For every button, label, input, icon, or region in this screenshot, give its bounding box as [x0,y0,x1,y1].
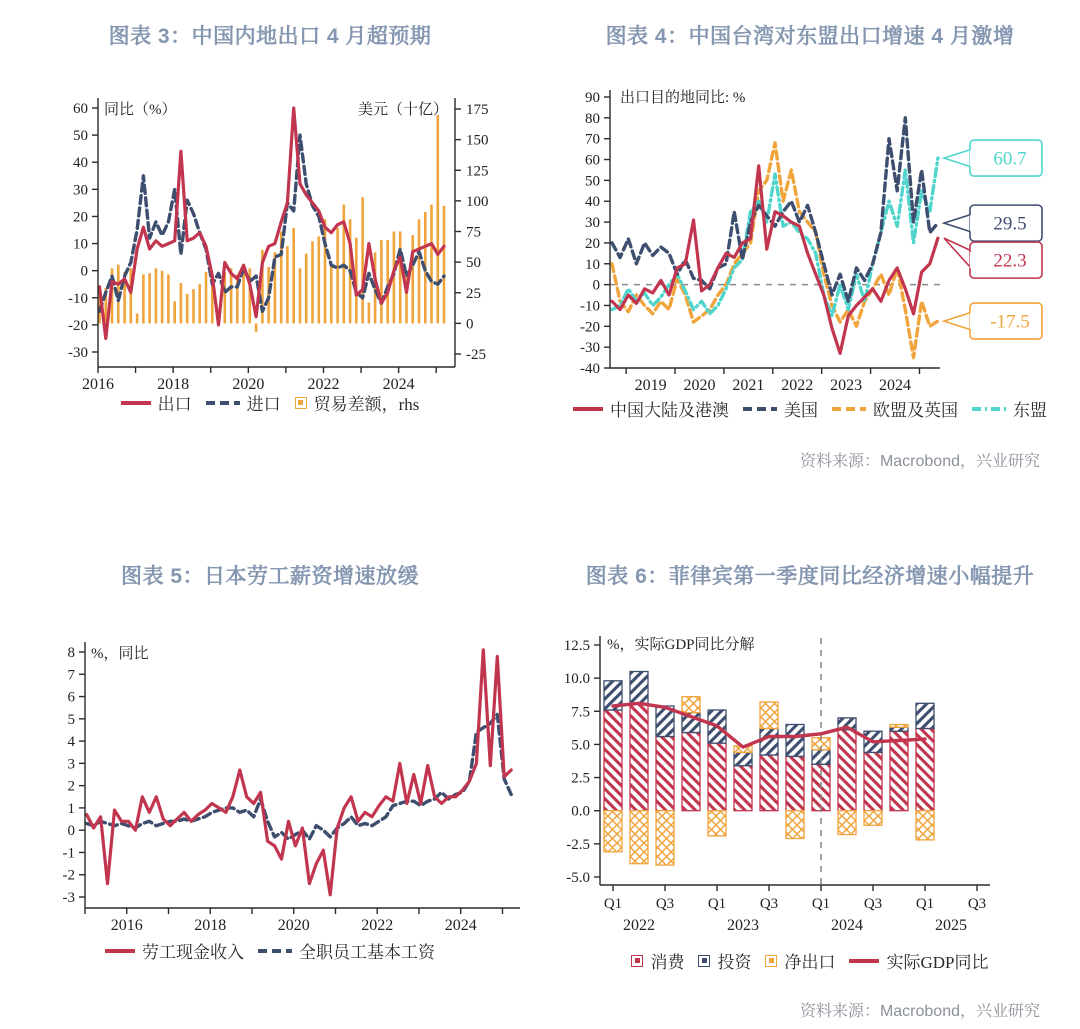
legend-label: 净出口 [784,953,836,972]
svg-text:70: 70 [585,131,600,148]
svg-text:-30: -30 [68,345,88,361]
chart-3-legend [0,390,540,415]
legend-dash-swatch [832,407,866,411]
svg-text:2.5: 2.5 [571,770,590,787]
svg-text:29.5: 29.5 [993,213,1027,235]
legend-label: 全职员工基本工资 [299,943,435,962]
legend-item [743,396,818,421]
svg-text:2024: 2024 [831,917,863,934]
svg-text:2020: 2020 [277,917,310,934]
svg-text:Q3: Q3 [759,896,779,912]
svg-text:同比（%）: 同比（%） [104,102,177,118]
svg-text:-3: -3 [62,890,75,906]
svg-text:2021: 2021 [732,377,765,394]
svg-text:2024: 2024 [879,377,912,394]
legend-item [972,396,1047,421]
legend-item [631,948,684,973]
svg-text:0: 0 [466,316,474,333]
chart-3-canvas [20,78,540,393]
svg-text:60.7: 60.7 [993,148,1027,170]
svg-text:-20: -20 [68,317,88,334]
svg-text:22.3: 22.3 [993,250,1027,272]
svg-text:150: 150 [466,132,489,149]
svg-text:75: 75 [466,224,481,241]
svg-text:美元（十亿）: 美元（十亿） [357,102,448,118]
svg-text:90: 90 [585,90,600,106]
svg-text:2025: 2025 [935,917,967,934]
svg-text:2016: 2016 [82,376,114,393]
svg-text:3: 3 [67,756,75,773]
svg-text:-10: -10 [580,298,600,315]
legend-item [105,938,244,963]
legend-label: 中国大陆及港澳 [610,401,729,420]
svg-text:%，实际GDP同比分解: %，实际GDP同比分解 [607,637,755,653]
svg-text:Q3: Q3 [655,896,675,912]
svg-text:-30: -30 [580,340,600,357]
svg-text:-1: -1 [62,845,75,862]
legend-label: 投资 [717,953,752,972]
legend-dash-swatch [743,407,777,411]
legend-label: 贸易差额，rhs [313,395,420,414]
svg-text:50: 50 [466,255,481,272]
chart-6-title: 图表 6：菲律宾第一季度同比经济增速小幅提升 [585,565,1035,588]
svg-text:40: 40 [585,194,600,211]
legend-item [849,948,988,973]
svg-text:Q1: Q1 [707,896,727,912]
svg-text:7: 7 [67,667,75,684]
svg-text:2024: 2024 [382,376,415,393]
chart-4-canvas [545,78,1080,393]
svg-text:12.5: 12.5 [563,638,590,654]
svg-text:6: 6 [67,689,75,706]
legend-dash-swatch [206,401,240,405]
legend-dashdot-swatch [972,407,1006,411]
chart-6-legend [540,948,1080,973]
svg-text:1: 1 [67,800,75,817]
svg-text:Q1: Q1 [915,896,935,912]
svg-text:Q3: Q3 [863,896,883,912]
svg-text:10: 10 [585,256,600,273]
svg-text:7.5: 7.5 [571,704,590,721]
legend-square-swatch [698,955,710,967]
svg-text:100: 100 [466,193,489,210]
svg-text:125: 125 [466,163,489,180]
legend-item [765,948,835,973]
svg-text:175: 175 [466,102,489,118]
svg-text:2016: 2016 [110,917,143,934]
svg-text:-2: -2 [62,867,75,884]
legend-item [258,938,435,963]
legend-line-swatch [573,407,603,411]
chart-5-legend [0,938,540,963]
svg-text:0: 0 [67,823,75,840]
svg-text:2022: 2022 [781,377,814,394]
svg-text:60: 60 [585,152,600,169]
svg-text:-25: -25 [466,347,486,363]
legend-item [121,390,192,415]
svg-text:-10: -10 [68,290,88,307]
source-note-top: 资料来源：Macrobond，兴业研究 [799,453,1040,470]
legend-item [698,948,751,973]
legend-label: 进口 [246,395,281,414]
svg-text:4: 4 [67,734,75,751]
svg-text:-17.5: -17.5 [990,311,1030,333]
svg-text:出口目的地同比: %: 出口目的地同比: % [620,90,746,106]
legend-item [832,396,958,421]
svg-text:-20: -20 [580,319,600,336]
svg-text:-40: -40 [580,361,600,377]
svg-text:2024: 2024 [444,917,477,934]
legend-line-swatch [121,401,151,405]
svg-text:0: 0 [592,277,600,294]
legend-square-swatch [631,955,643,967]
svg-text:2022: 2022 [307,376,340,393]
legend-item [206,390,281,415]
svg-text:10: 10 [73,236,88,253]
svg-text:2023: 2023 [727,917,759,934]
chart-5-canvas [20,618,530,936]
chart-3-title: 图表 3：中国内地出口 4 月超预期 [108,25,432,48]
svg-text:20: 20 [585,235,600,252]
svg-text:2018: 2018 [157,376,190,393]
svg-text:60: 60 [73,101,88,117]
svg-text:50: 50 [73,128,88,145]
svg-text:30: 30 [73,182,88,199]
legend-item [573,396,729,421]
svg-text:20: 20 [73,209,88,226]
svg-text:10.0: 10.0 [563,671,590,688]
svg-text:2023: 2023 [830,377,863,394]
svg-text:8: 8 [67,645,75,661]
chart-5-title: 图表 5：日本劳工薪资增速放缓 [120,565,419,588]
svg-text:50: 50 [585,173,600,190]
svg-text:2020: 2020 [683,377,716,394]
legend-line-swatch [105,949,135,953]
svg-text:%，同比: %，同比 [91,646,149,662]
svg-text:Q1: Q1 [811,896,831,912]
svg-text:40: 40 [73,155,88,172]
legend-label: 美国 [784,401,818,420]
chart-4-legend [540,396,1080,421]
svg-text:2022: 2022 [623,917,655,934]
svg-text:2020: 2020 [232,376,265,393]
svg-text:2: 2 [67,778,75,795]
legend-dash-swatch [258,949,292,953]
svg-text:Q1: Q1 [603,896,623,912]
legend-label: 劳工现金收入 [142,943,244,962]
svg-text:0: 0 [80,263,88,280]
legend-item [295,390,420,415]
svg-text:80: 80 [585,110,600,127]
legend-square-swatch [765,955,777,967]
legend-square-swatch [295,397,307,409]
legend-label: 消费 [650,953,685,972]
svg-text:Q3: Q3 [967,896,987,912]
legend-line-swatch [849,959,879,963]
svg-text:25: 25 [466,285,481,302]
legend-label: 实际GDP同比 [886,953,989,972]
svg-text:-2.5: -2.5 [566,836,590,853]
chart-6-canvas [545,618,1080,948]
svg-text:0.0: 0.0 [571,803,590,820]
svg-text:30: 30 [585,215,600,232]
svg-text:2018: 2018 [194,917,227,934]
chart-4-title: 图表 4：中国台湾对东盟出口增速 4 月激增 [605,25,1015,48]
svg-text:2019: 2019 [634,377,667,394]
legend-label: 东盟 [1013,401,1047,420]
source-note-bottom: 资料来源：Macrobond，兴业研究 [799,1003,1040,1020]
svg-text:2022: 2022 [361,917,394,934]
legend-label: 欧盟及英国 [873,401,958,420]
svg-text:-5.0: -5.0 [566,870,590,886]
legend-label: 出口 [157,395,192,414]
svg-text:5: 5 [67,711,75,728]
svg-text:5.0: 5.0 [571,737,590,754]
